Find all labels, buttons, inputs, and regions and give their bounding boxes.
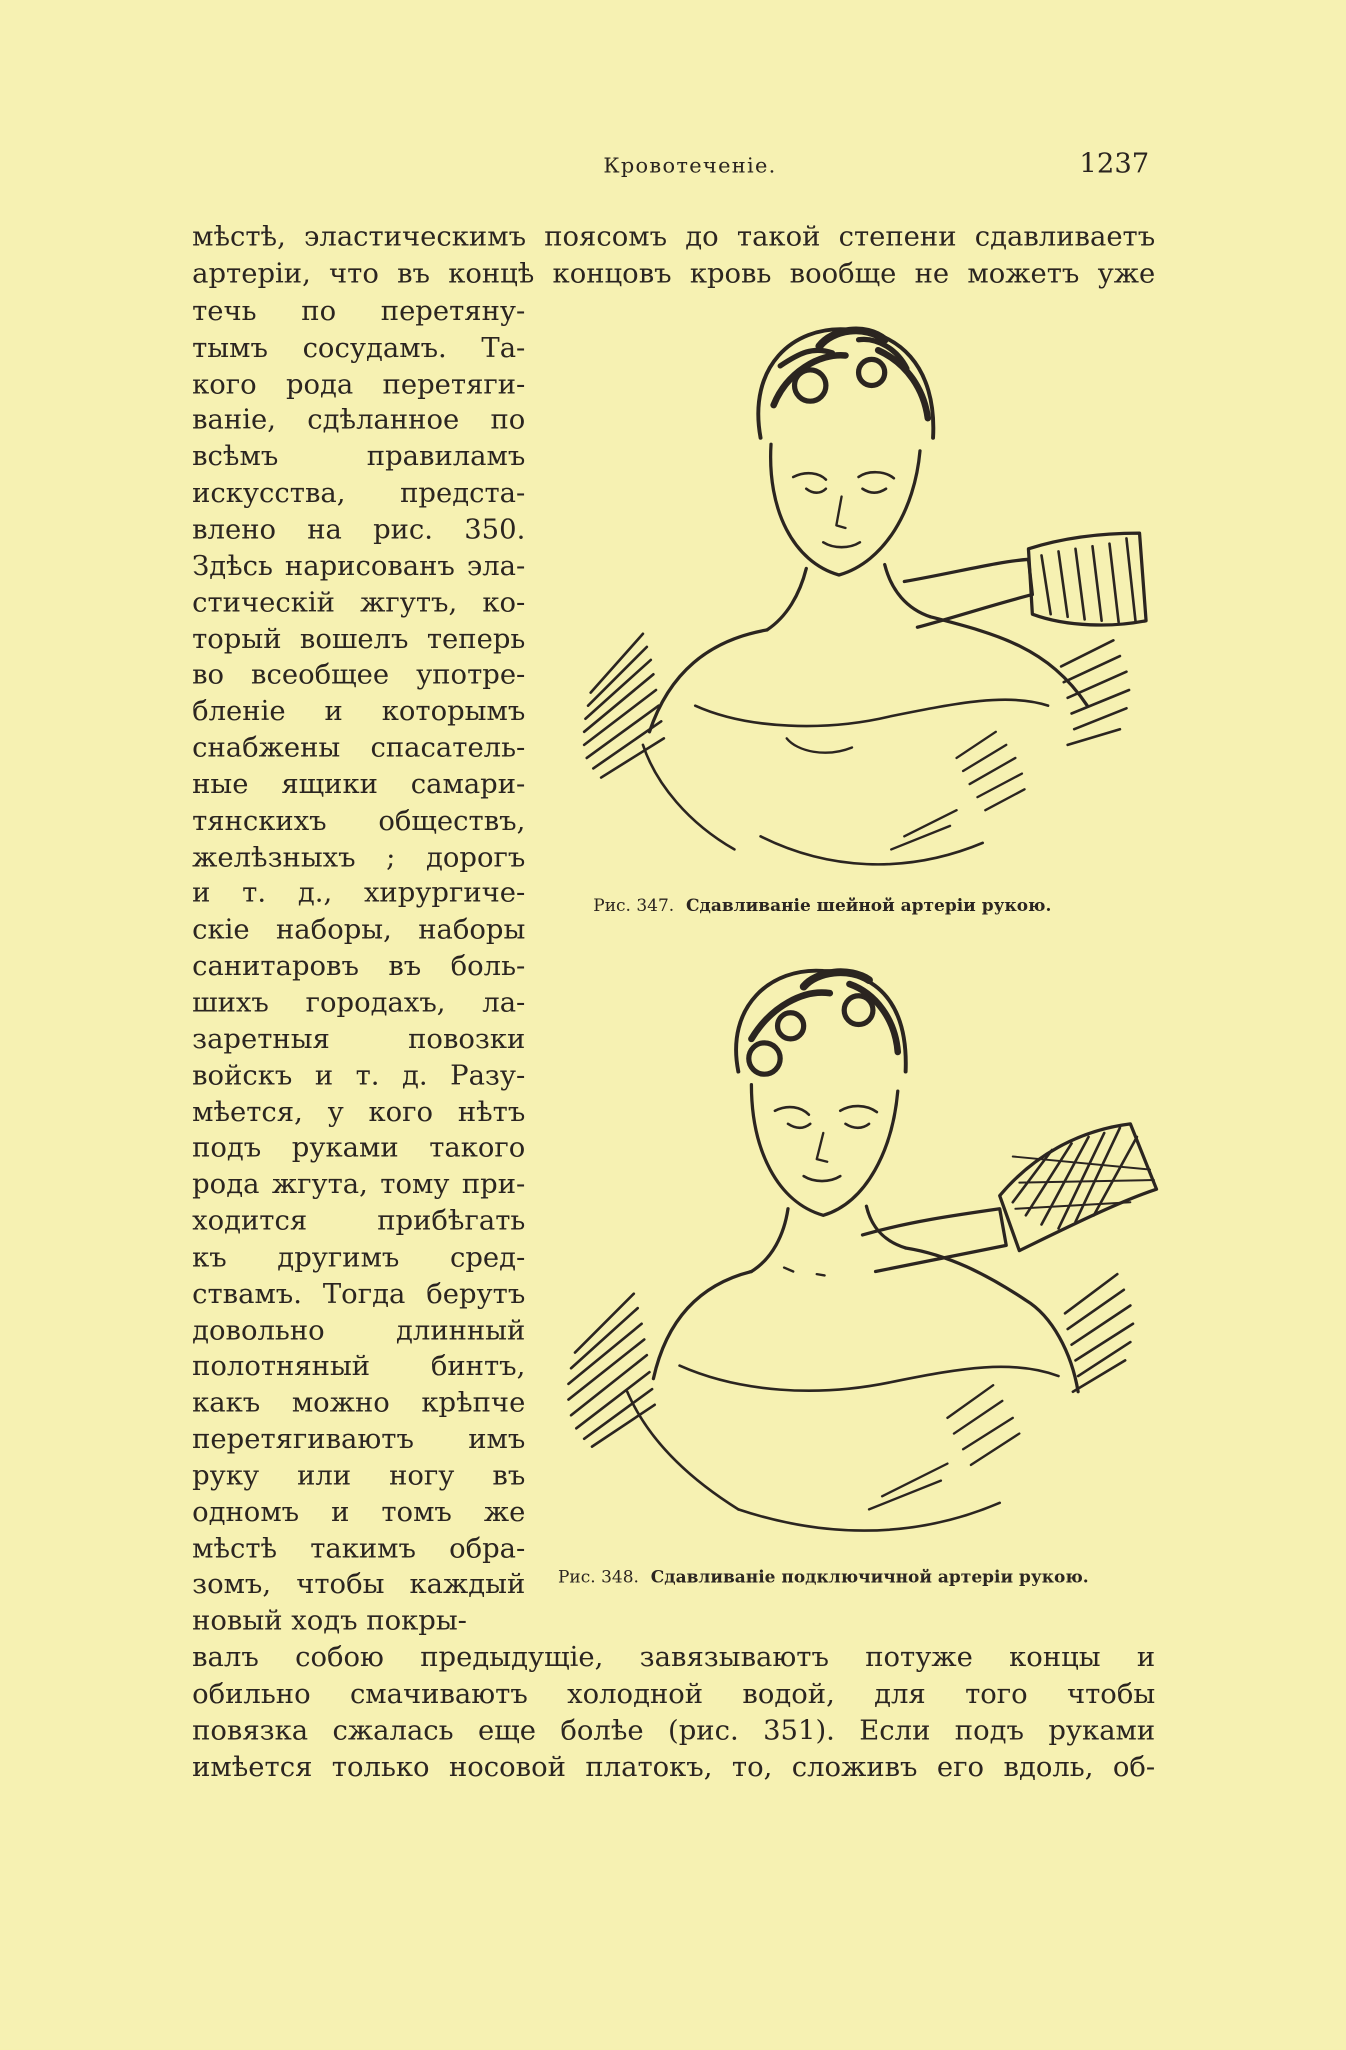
text-line: во всеобщее употре- [192,658,526,690]
figure-caption-text: Сдавливаніе подключичной артеріи рукою. [650,1568,1089,1588]
figure-caption [558,1568,1089,1588]
text-line: повязка сжалась еще болѣе (рис. 351). Если подъ руками [192,1714,1156,1746]
text-line: мѣстѣ, эластическимъ поясомъ до такой степени сдавливаетъ [192,220,1156,253]
text-line: зомъ, чтобы каждый [192,1568,526,1600]
text-line: течь по перетяну- [192,295,526,327]
text-line: желѣзныхъ ; дорогъ [192,841,526,873]
figure-caption [593,896,1051,916]
text-line: искусства, предста- [192,476,526,509]
text-line: валъ собою предыдущіе, завязываютъ потуже концы и [192,1641,1156,1673]
text-line: полотняный бинтъ, [192,1349,526,1382]
running-title: Кровотеченіе. [603,152,777,178]
text-line: ствамъ. Тогда берутъ [192,1278,526,1310]
text-line: торый вошелъ теперь [192,623,526,655]
text-line: ные ящики самари- [192,768,526,800]
text-line: тянскихъ обществъ, [192,804,526,837]
text-line: бленіе и которымъ [192,695,526,727]
text-line: кого рода перетяги- [192,368,526,400]
figure-number: Рис. 348. [558,1568,639,1588]
text-line: новый ходъ покры- [192,1604,467,1637]
text-line: имѣется только носовой платокъ, то, сложивъ его вдоль, об- [192,1751,1156,1783]
text-line: руку или ногу въ [192,1459,526,1492]
text-line: скіе наборы, наборы [192,913,526,945]
text-line: одномъ и томъ же [192,1496,526,1528]
text-line: стическій жгутъ, ко- [192,586,526,619]
figure-caption-text: Сдавливаніе шейной артеріи рукою. [686,896,1052,917]
text-line: какъ можно крѣпче [192,1386,526,1418]
woman-neck-compression-illustration [565,314,1166,889]
text-line: санитаровъ въ боль- [192,950,526,982]
text-line: заретныя повозки [192,1023,526,1055]
text-line: войскъ и т. д. Разу- [192,1059,526,1092]
text-line: довольно длинный [192,1314,526,1347]
woman-subclavian-compression-illustration [555,960,1169,1555]
text-line: ваніе, сдѣланное по [192,403,526,436]
text-line: къ другимъ сред- [192,1241,526,1273]
text-line: всѣмъ правиламъ [192,440,526,472]
text-line: тымъ сосудамъ. Та- [192,331,526,364]
text-line: подъ руками такого [192,1131,526,1164]
text-line: рода жгута, тому при- [192,1168,526,1200]
text-line: шихъ городахъ, ла- [192,986,526,1018]
text-line: ходится прибѣгать [192,1204,526,1237]
text-line: обильно смачиваютъ холодной водой, для того чтобы [192,1677,1156,1710]
text-line: снабжены спасатель- [192,731,526,764]
text-line: артеріи, что въ концѣ концовъ кровь вообще не можетъ уже [192,257,1156,289]
text-line: мѣстѣ такимъ обра- [192,1532,526,1565]
page-number: 1237 [1079,147,1150,180]
text-line: Здѣсь нарисованъ эла- [192,550,526,582]
text-line: мѣется, у кого нѣтъ [192,1096,526,1128]
text-line: и т. д., хирургиче- [192,876,526,909]
figure-number: Рис. 347. [593,896,675,917]
text-line: перетягиваютъ имъ [192,1423,526,1455]
text-line: влено на рис. 350. [192,513,526,545]
